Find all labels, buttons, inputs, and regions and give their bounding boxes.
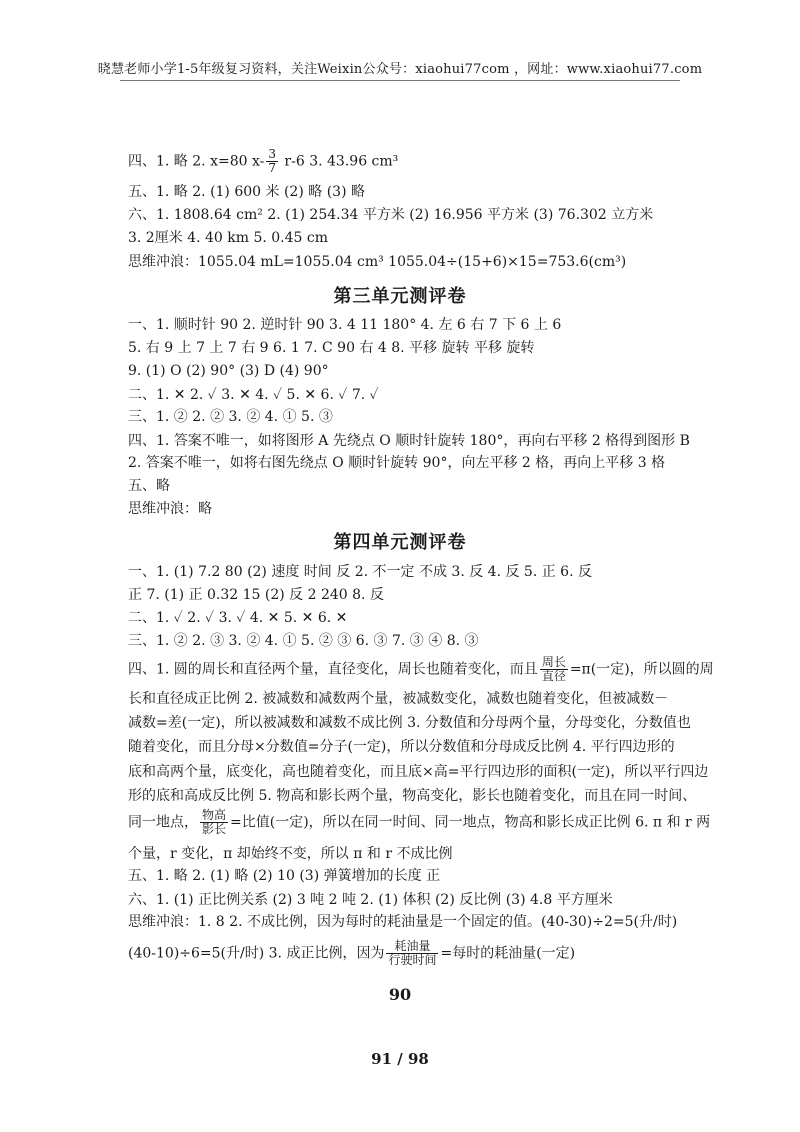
answer-line: 三、1. ② 2. ③ 3. ② 4. ① 5. ② ③ 6. ③ 7. ③ ④ 8. ③ [128,633,479,649]
answer-line: 六、1. (1) 正比例关系 (2) 3 吨 2 吨 2. (1) 体积 (2) 反比例 (3) 4.8 平方厘米 [128,892,613,908]
answer-line: 二、1. ✕ 2. ✓ 3. ✕ 4. ✓ 5. ✕ 6. ✓ 7. ✓ [128,387,379,403]
answer-line: 一、1. 顺时针 90 2. 逆时针 90 3. 4 11 180° 4. 左 6 右 7 下 6 上 6 [128,317,562,333]
fraction [266,148,278,175]
fraction-numerator: 3 [268,147,276,161]
answer-line: 2. 答案不唯一，如将右图先绕点 O 顺时针旋转 90°，向左平移 2 格，再向上平移 3 格 [128,455,666,471]
answer-line: 五、略 [128,478,170,494]
answer-line: 思维冲浪：略 [128,501,212,517]
answer-text: 四、1. 略 2. x=80 x- [128,153,265,170]
answer-text: =π(一定)，所以圆的周 [569,661,714,678]
answer-text: 同一地点， [128,814,198,831]
answer-line: 六、1. 1808.64 cm² 2. (1) 254.34 平方米 (2) 16.956 平方米 (3) 76.302 立方米 [128,207,654,223]
fraction-denominator: 直径 [541,669,566,683]
header-rule [120,80,680,81]
fraction [386,940,438,967]
answer-text: r-6 3. 43.96 cm³ [279,153,399,170]
fraction-denominator: 行驶时间 [388,953,437,967]
fraction-denominator: 7 [268,161,276,175]
answer-line: 一、1. (1) 7.2 80 (2) 速度 时间 反 2. 不一定 不成 3. 反 4. 反 5. 正 6. 反 [128,564,592,580]
answer-line: 9. (1) O (2) 90° (3) D (4) 90° [128,363,329,379]
fraction-numerator: 物高 [202,808,227,822]
answer-line [128,809,710,836]
fraction [200,809,228,836]
answer-line: 形的底和高成反比例 5. 物高和影长两个量，物高变化，影长也随着变化，而且在同一时间、 [128,788,697,804]
answer-line: 随着变化，而且分母×分数值=分子(一定)，所以分数值和分母成反比例 4. 平行四边形的 [128,739,675,755]
answer-line [128,148,398,175]
answer-text: 四、1. 圆的周长和直径两个量，直径变化，周长也随着变化，而且 [128,661,538,678]
answer-line: 思维冲浪：1055.04 mL=1055.04 cm³ 1055.04÷(15+6)×15=753.6(cm³) [128,254,627,270]
page-header: 晓慧老师小学1-5年级复习资料，关注Weixin公众号：xiaohui77com ，网址：www.xiaohui77.com [97,62,703,77]
section-title: 第三单元测评卷 [333,286,467,307]
answer-line: 五、1. 略 2. (1) 600 米 (2) 略 (3) 略 [128,184,365,200]
answer-line: 个量，r 变化，π 却始终不变，所以 π 和 r 不成比例 [128,846,453,862]
answer-line: 正 7. (1) 正 0.32 15 (2) 反 2 240 8. 反 [128,587,384,603]
answer-line: 5. 右 9 上 7 上 7 右 9 6. 1 7. C 90 右 4 8. 平移 旋转 平移 旋转 [128,340,535,356]
fraction [540,656,568,683]
answer-text: (40-10)÷6=5(升/时) 3. 成正比例，因为 [128,945,385,962]
answer-line: 减数=差(一定)，所以被减数和减数不成比例 3. 分数值和分母两个量，分母变化，分数值也 [128,715,691,731]
answer-line [128,656,714,683]
answer-line: 四、1. 答案不唯一，如将图形 A 先绕点 O 顺时针旋转 180°，再向右平移 2 格得到图形 B [128,433,690,449]
answer-line: 3. 2厘米 4. 40 km 5. 0.45 cm [128,230,328,246]
answer-line: 三、1. ② 2. ② 3. ② 4. ① 5. ③ [128,409,333,425]
section-title: 第四单元测评卷 [333,532,467,553]
page-number: 90 [388,985,412,1004]
fraction-numerator: 周长 [541,655,566,669]
answer-line: 底和高两个量，底变化，高也随着变化，而且底×高=平行四边形的面积(一定)，所以平行四边 [128,764,709,780]
answer-line: 思维冲浪：1. 8 2. 不成比例，因为每时的耗油量是一个固定的值。(40-30)÷2=5(升/时) [128,914,678,930]
page-count: 91 / 98 [371,1050,429,1068]
answer-line: 二、1. ✓ 2. ✓ 3. ✓ 4. ✕ 5. ✕ 6. ✕ [128,610,348,626]
answer-text: =每时的耗油量(一定) [440,945,576,962]
fraction-denominator: 影长 [202,822,227,836]
answer-text: =比值(一定)，所以在同一时间、同一地点，物高和影长成正比例 6. π 和 r 两 [230,814,711,831]
answer-line [128,940,575,967]
answer-line: 长和直径成正比例 2. 被减数和减数两个量，被减数变化，减数也随着变化，但被减数－ [128,691,669,707]
fraction-numerator: 耗油量 [386,940,438,954]
answer-line: 五、1. 略 2. (1) 略 (2) 10 (3) 弹簧增加的长度 正 [128,868,441,884]
